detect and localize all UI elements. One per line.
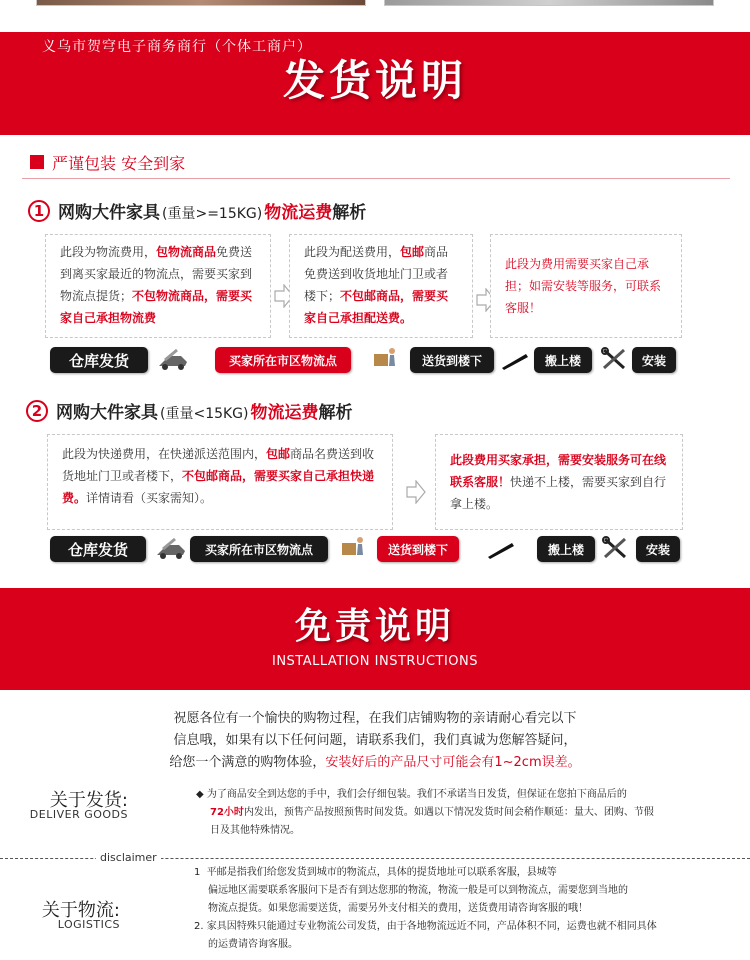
p2b1-t5: 详情请看（买家需知）。 xyxy=(86,491,213,505)
intro-line-1: 祝愿各位有一个愉快的购物过程，在我们店铺购物的亲请耐心看完以下 xyxy=(173,711,577,726)
p1-step-deliver-downstairs: 送货到楼下 xyxy=(410,347,494,373)
part2-heading-a: 网购大件家具 xyxy=(56,403,158,423)
part2-heading-d: 解析 xyxy=(318,403,353,423)
logistics-subtitle: LOGISTICS xyxy=(57,918,120,931)
disclaimer-subtitle: INSTALLATION INSTRUCTIONS xyxy=(271,654,479,669)
p1-tools-icon xyxy=(596,346,632,372)
part2-heading-b: (重量<15KG) xyxy=(160,406,249,422)
p2-step-install: 安装 xyxy=(636,536,680,562)
part2-box-express xyxy=(47,434,393,530)
logistics-item1-l1: 平邮是指我们给您发货到城市的物流点，具体的提货地址可以联系客服，县城等 xyxy=(206,867,557,878)
p2-step-deliver-downstairs: 送货到楼下 xyxy=(377,536,459,562)
p2-step-logistics-point: 买家所在市区物流点 xyxy=(190,536,328,562)
top-strip xyxy=(0,0,750,32)
section-header xyxy=(30,150,185,174)
part1-box-buyer xyxy=(490,234,682,338)
p1-step-warehouse: 仓库发货 xyxy=(50,347,148,373)
delivery-bullet-icon: ◆ xyxy=(196,789,204,800)
delivery-title: 关于发货: xyxy=(49,790,128,811)
intro-line-3b: 安装好后的产品尺寸可能会有1~2cm误差。 xyxy=(325,755,581,770)
intro-line-2: 信息哦，如果有以下任何问题，请联系我们，我们真诚为您解答疑问， xyxy=(173,733,577,748)
section-marker-icon xyxy=(30,155,44,169)
p2-step-warehouse: 仓库发货 xyxy=(50,536,146,562)
intro-line-3 xyxy=(0,752,750,774)
logistics-item1-l3: 物流点提货。如果您需要送货，需要另外支付相关的费用，送货费用请咨询客服的哦！ xyxy=(208,903,588,914)
delivery-72h: 72小时 xyxy=(210,807,244,818)
p2b1-t1: 此段为快递费用，在快递派送范围内， xyxy=(62,447,267,461)
p1-step-carry-upstairs: 搬上楼 xyxy=(534,347,592,373)
logistics-item2-l1: 家具因特殊只能通过专业物流公司发货，由于各地物流远近不同，产品体积不同，运费也就不相同具体 xyxy=(206,921,657,932)
section-divider xyxy=(22,178,730,179)
product-photo-left xyxy=(36,0,366,6)
p1b3-text: 此段为费用需要买家自己承担；如需安装等服务，可联系客服！ xyxy=(505,257,662,315)
p2-forklift-icon xyxy=(153,535,189,561)
delivery-subtitle: DELIVER GOODS xyxy=(29,808,128,821)
p1-slash-arrow-icon xyxy=(498,348,534,374)
shipping-title: 发货说明 xyxy=(282,56,467,105)
logistics-item2-l2: 的运费请咨询客服。 xyxy=(208,939,298,950)
part2-heading-c: 物流运费 xyxy=(250,403,319,423)
section-header-text: 严谨包装 安全到家 xyxy=(52,153,186,173)
p1b1-t2: 包物流商品 xyxy=(156,245,217,259)
p2b2-t2: 快递不上楼，需要买家到自行拿上楼。 xyxy=(450,475,667,511)
p1b2-t3: 商品免费送到收货地址门卫或者楼下； xyxy=(304,245,449,303)
p2b1-t2: 包邮 xyxy=(266,447,291,461)
p1b2-t2: 包邮 xyxy=(400,245,425,259)
p1b2-t1: 此段为配送费用， xyxy=(304,245,401,259)
p2-tools-icon xyxy=(597,535,633,561)
part2-arrow-icon xyxy=(406,480,426,504)
part1-heading-d: 解析 xyxy=(332,203,367,223)
p2-slash-arrow-icon xyxy=(484,537,520,563)
p2b2-t1: 此段费用买家承担，需要安装服务可在线联系客服！ xyxy=(450,453,667,489)
p1b1-t4: 不包物流商品，需要买家自己承担物流费 xyxy=(60,289,253,325)
part1-box-delivery xyxy=(289,234,473,338)
p1b2-t4: 不包邮商品，需要买家自己承担配送费。 xyxy=(304,289,449,325)
p1-step-logistics-point: 买家所在市区物流点 xyxy=(215,347,351,373)
logistics-paragraph xyxy=(194,864,742,954)
delivery-paragraph xyxy=(196,786,736,840)
company-name: 义乌市贺穹电子商务商行（个体工商户） xyxy=(42,39,312,55)
part1-number-badge: 1 xyxy=(28,200,50,222)
delivery-p2: 内发出，预售产品按照预售时间发货。如遇以下情况发货时间会稍作顺延：量大、团购、节假 xyxy=(243,807,654,818)
logistics-item1-l2: 偏远地区需要联系客服问下是否有到达您那的物流，物流一般是可以到物流点，需要您到当地的 xyxy=(208,885,628,896)
p1b1-t3: 免费送到离买家最近的物流点，需要买家到物流点提货； xyxy=(60,245,253,303)
logistics-title: 关于物流: xyxy=(41,900,120,921)
part1-heading-b: (重量>=15KG) xyxy=(162,206,263,222)
p1-porter-icon xyxy=(368,344,404,370)
p1b1-t1: 此段为物流费用， xyxy=(60,245,157,259)
part1-box-logistics xyxy=(45,234,271,338)
p2b1-t3: 商品名费送到收货地址门卫或者楼下， xyxy=(62,447,375,483)
part1-heading-c: 物流运费 xyxy=(264,203,333,223)
delivery-p1: 为了商品安全到达您的手中，我们会仔细包装。我们不承诺当日发货，但保证在您拍下商品后的 xyxy=(206,789,627,800)
p2-step-carry-upstairs: 搬上楼 xyxy=(537,536,595,562)
part2-heading xyxy=(26,398,353,423)
p2-porter-icon xyxy=(336,533,372,559)
part1-heading-a: 网购大件家具 xyxy=(58,203,160,223)
logistics-item1-num: 1 xyxy=(194,867,201,878)
part2-number-badge: 2 xyxy=(26,400,48,422)
delivery-p3: 日及其他特殊情况。 xyxy=(210,825,300,836)
intro-line-3a: 给您一个满意的购物体验， xyxy=(169,755,326,770)
part1-heading xyxy=(28,198,366,223)
p2b1-t4: 不包邮商品，需要买家自己承担快递费。 xyxy=(62,469,375,505)
disclaimer-title: 免责说明 xyxy=(294,606,455,647)
logistics-item2-num: 2. xyxy=(194,921,204,932)
product-photo-right xyxy=(384,0,714,6)
p1-step-install: 安装 xyxy=(632,347,676,373)
p1-forklift-icon xyxy=(155,346,191,372)
part2-box-buyer xyxy=(435,434,683,530)
disclaimer-label: disclaimer xyxy=(96,851,161,864)
